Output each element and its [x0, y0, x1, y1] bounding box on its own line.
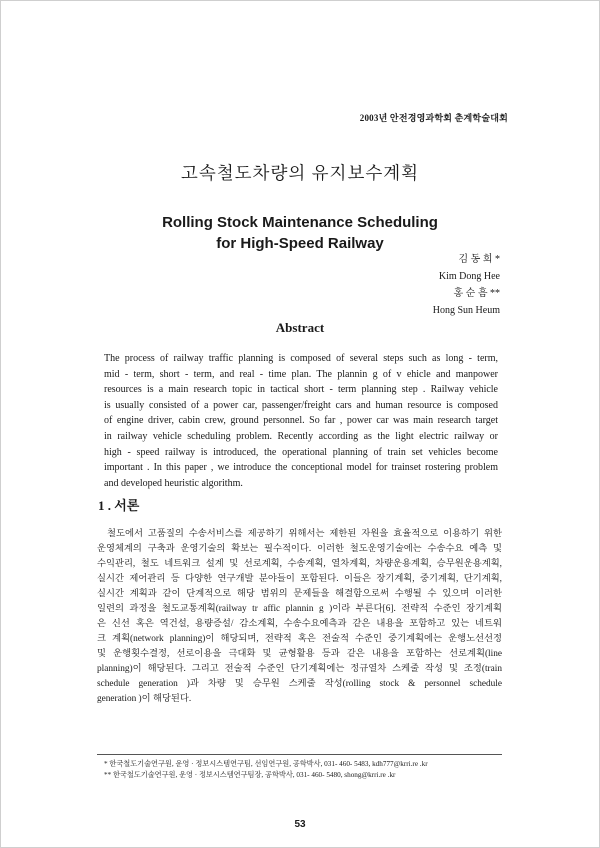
body-line: 및 운행횟수결정, 선로이용을 극대화 및 균형활용 등과 같은 내용을 포함하는 선로계획(line [97, 649, 502, 659]
section1-body [97, 527, 502, 707]
footnote-author1: * 한국철도기술연구원, 운영 · 정보시스템연구팀, 선임연구원, 공학박사, 031- 460- 5483, kdh777@krri.re .kr [104, 760, 428, 768]
abstract-line: is usually consisted of a power car, passenger/freight cars and human resource is composed [104, 399, 498, 411]
body-line: schedule generation )과 차량 및 승무원 스케줄 작성(rolling stock & personnel schedule [97, 679, 502, 689]
abstract-line: high - speed railway is introduced, the operational planning of train set vehicles become [104, 446, 498, 458]
abstract-body [104, 351, 498, 491]
body-line: 실시간 제어관리 등 다양한 연구개발 분야들이 포함된다. 이들은 장기계획, 중기계획, 단기계획, [97, 574, 502, 584]
page-number: 53 [294, 819, 306, 830]
body-line: 운영체계의 구축과 운영기술의 확보는 필수적이다. 이러한 철도운영기술에는 수송수요 예측 및 [97, 544, 502, 554]
conference-header: 2003년 안전경영과학회 춘계학술대회 [359, 113, 508, 123]
abstract-heading: Abstract [275, 320, 325, 335]
footnote-divider [97, 754, 502, 755]
title-english [0, 212, 600, 254]
body-line: 은 신선 혹은 역건설, 용량증설/ 감소계획, 수송수요예측과 같은 내용을 포함하고 있는 네트워 [97, 619, 502, 629]
title-korean: 고속철도차량의 유지보수계획 [180, 163, 420, 183]
body-line: 일련의 과정을 철도교통계획(railway tr affic plannin g )이라 부른다[6]. 전략적 수준인 장기계획 [97, 604, 502, 614]
abstract-line: mid - term, short - term, and real - time plan. The plannin g of v ehicle and manpower [104, 368, 498, 380]
title-english-line1: Rolling Stock Maintenance Scheduling [162, 214, 438, 231]
body-line: 수익관리, 철도 네트워크 설계 및 선로계획, 수송계획, 열차계획, 차량운용계획, 승무원운용계획, [97, 559, 502, 569]
body-line: 철도에서 고품질의 수송서비스를 제공하기 위해서는 제한된 자원을 효율적으로 이용하기 위한 [107, 529, 502, 539]
title-english-line2: for High-Speed Railway [216, 235, 384, 252]
body-line: planning)이 해당된다. 그리고 전술적 수준인 단기계획에는 정규열차 스케줄 작성 및 조정(train [97, 664, 502, 674]
abstract-line: and developed heuristic algorithm. [104, 477, 243, 489]
abstract-line: important . In this paper , we introduce the conceptional model for trainset rostering problem [104, 462, 498, 474]
author2-english: Hong Sun Heum [432, 305, 500, 316]
body-line: generation )이 해당된다. [97, 694, 192, 704]
abstract-line: The process of railway traffic planning is composed of several steps such as long - term, [104, 353, 498, 364]
author-block [433, 251, 500, 319]
footnote-author2: ** 한국철도기술연구원, 운영 · 정보시스템연구팀장, 공학박사, 031- 460- 5480, shong@krri.re .kr [104, 771, 396, 779]
abstract-line: resources is a main research topic in tactical short - term planning step . Railway vehicle [104, 384, 498, 396]
author2-korean: 홍 순 흠 ** [453, 288, 500, 299]
body-line: 크 계획(network planning)이 해당되며, 전략적 혹은 전술적 수준인 중기계획에는 운행노선선정 [97, 634, 502, 644]
footnotes [104, 759, 504, 781]
section1-heading: 1 . 서론 [98, 498, 140, 513]
author1-english: Kim Dong Hee [438, 271, 500, 282]
abstract-line: of engine driver, cabin crew, ground personnel. So far , power car was main research target [104, 415, 498, 427]
abstract-line: in railway vehicle scheduling problem. Recently according as the light electric railway or [104, 430, 498, 442]
author1-korean: 김 동 희 * [458, 254, 500, 265]
body-line: 실시간 계획과 같이 단계적으로 해당 범위의 문제들을 해결함으로써 수행될 수 있으며 이러한 [97, 589, 502, 599]
